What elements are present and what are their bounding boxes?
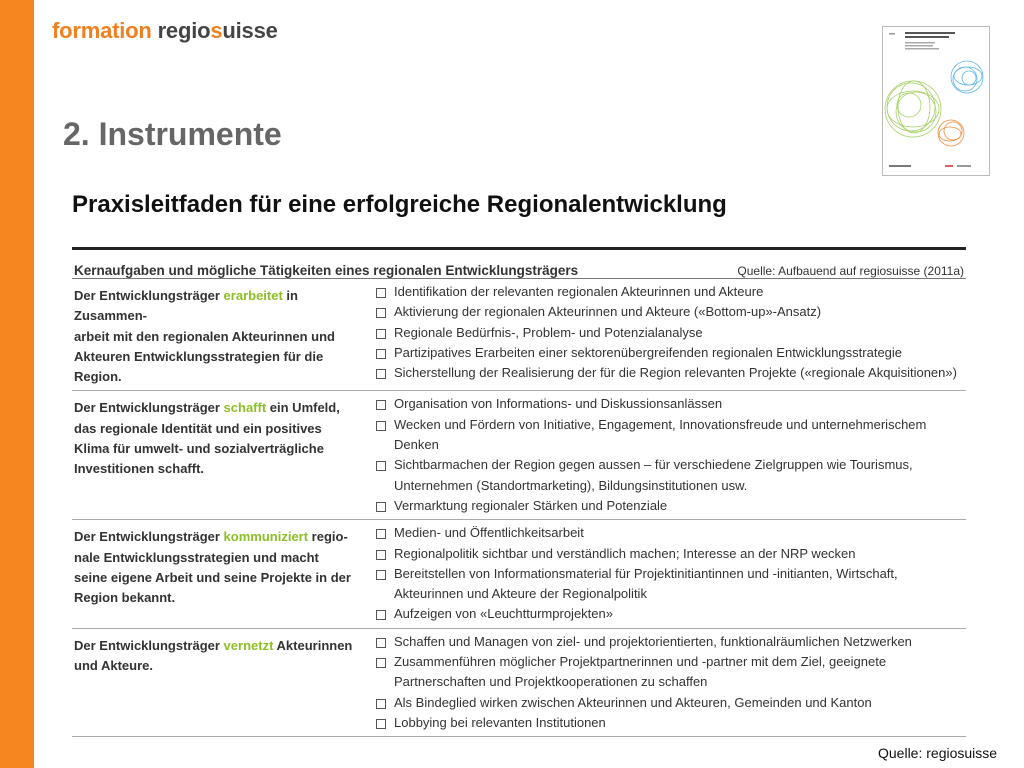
activity-item: [376, 632, 966, 652]
checkbox-square-icon: [376, 288, 386, 298]
checkbox-square-icon: [376, 529, 386, 539]
activity-text: Medien- und Öffentlichkeitsarbeit: [394, 525, 584, 541]
checkbox-square-icon: [376, 570, 386, 580]
activity-item: [376, 523, 966, 543]
row-text-post: Akteurinnen und Akteure.: [74, 637, 353, 674]
activity-text: Regionalpolitik sichtbar und verständlich machen; Interesse an der NRP wecken: [394, 545, 856, 561]
table-body: [72, 279, 966, 737]
activity-text: Sicherstellung der Realisierung der für die Region relevanten Projekte («regionale Akquisitionen»): [394, 365, 957, 381]
row-description: [72, 632, 372, 733]
table-row: [72, 520, 966, 628]
activity-item: [376, 415, 966, 456]
document-cover-thumbnail: [882, 26, 990, 176]
tasks-table: [72, 247, 966, 737]
row-activities: [372, 632, 966, 733]
activity-text: Lobbying bei relevanten Institutionen: [394, 714, 606, 730]
row-description: [72, 523, 372, 624]
checkbox-square-icon: [376, 400, 386, 410]
activity-item: [376, 302, 966, 322]
checkbox-square-icon: [376, 349, 386, 359]
activity-item: [376, 652, 966, 693]
activity-text: Vermarktung regionaler Stärken und Potenziale: [394, 497, 668, 513]
slide-title: 2. Instrumente: [63, 116, 282, 152]
checkbox-square-icon: [376, 699, 386, 709]
activity-item: [376, 693, 966, 713]
table-header: [72, 250, 966, 279]
row-text-post: regio- nale Entwicklungsstrategien und macht seine eigene Arbeit und seine Projekte in der Region bekannt.: [74, 529, 351, 606]
footer-source: Quelle: regiosuisse: [878, 745, 998, 761]
checkbox-square-icon: [376, 638, 386, 648]
activity-text: Sichtbarmachen der Region gegen aussen – für verschiedene Zielgruppen wie Tourismus, Unternehmen (Standortmarketing), Bildungsinstitutionen usw.: [394, 457, 913, 493]
activity-text: Identifikation der relevanten regionalen Akteurinnen und Akteure: [394, 284, 764, 299]
activity-item: [376, 455, 966, 496]
checkbox-square-icon: [376, 369, 386, 379]
checkbox-square-icon: [376, 550, 386, 560]
checkbox-square-icon: [376, 308, 386, 318]
activity-item: [376, 713, 966, 733]
row-activities: [372, 394, 966, 516]
table-row: [72, 279, 966, 391]
activity-item: [376, 343, 966, 363]
checkbox-square-icon: [376, 421, 386, 431]
checkbox-square-icon: [376, 461, 386, 471]
row-keyword: vernetzt: [223, 637, 274, 653]
checkbox-square-icon: [376, 329, 386, 339]
row-keyword: kommuniziert: [223, 529, 309, 545]
row-text-pre: Der Entwicklungsträger: [74, 637, 224, 653]
formation-regiosuisse-logo: formation regiosuisse: [52, 18, 278, 43]
activity-text: Zusammenführen möglicher Projektpartnerinnen und -partner mit dem Ziel, geeignete Partnerschaften und Projektkooperationen zu schaffen: [394, 654, 887, 690]
activity-item: [376, 323, 966, 343]
row-activities: [372, 282, 966, 387]
row-text-pre: Der Entwicklungsträger: [74, 400, 224, 416]
activity-item: [376, 544, 966, 564]
activity-item: [376, 363, 966, 383]
row-text-pre: Der Entwicklungsträger: [74, 529, 224, 545]
activity-item: [376, 496, 966, 516]
activity-text: Als Bindeglied wirken zwischen Akteurinnen und Akteuren, Gemeinden und Kanton: [394, 694, 872, 710]
checkbox-square-icon: [376, 610, 386, 620]
activity-item: [376, 604, 966, 624]
activity-item: [376, 394, 966, 414]
activity-text: Bereitstellen von Informationsmaterial für Projektinitiantinnen und -initianten, Wirtschaft, Akteurinnen und Akteure der Regionalpolitik: [394, 565, 898, 602]
checkbox-square-icon: [376, 719, 386, 729]
row-keyword: erarbeitet: [223, 288, 283, 303]
row-description: [72, 394, 372, 516]
activity-text: Aufzeigen von «Leuchtturmprojekten»: [394, 606, 613, 622]
table-source: Quelle: Aufbauend auf regiosuisse (2011a): [737, 264, 964, 278]
activity-item: [376, 564, 966, 605]
slide-subtitle: Praxisleitfaden für eine erfolgreiche Regionalentwicklung: [72, 191, 727, 218]
checkbox-square-icon: [376, 502, 386, 512]
row-keyword: schafft: [223, 400, 267, 416]
checkbox-square-icon: [376, 658, 386, 668]
row-activities: [372, 523, 966, 624]
activity-text: Aktivierung der regionalen Akteurinnen und Akteure («Bottom-up»-Ansatz): [394, 304, 822, 320]
table-row: [72, 629, 966, 737]
row-text-post: ein Umfeld, das regionale Identität und ein positives Klima für umwelt- und sozialverträgliche Investitionen schafft.: [74, 400, 340, 477]
activity-text: Partizipatives Erarbeiten einer sektorenübergreifenden regionalen Entwicklungsstrategie: [394, 344, 903, 360]
row-text-pre: Der Entwicklungsträger: [74, 288, 224, 303]
table-heading: Kernaufgaben und mögliche Tätigkeiten eines regionalen Entwicklungsträgers: [74, 263, 579, 278]
activity-text: Regionale Bedürfnis-, Problem- und Potenzialanalyse: [394, 324, 703, 340]
activity-text: Organisation von Informations- und Diskussionsanlässen: [394, 396, 723, 412]
table-row: [72, 391, 966, 520]
orange-side-bar: [0, 0, 34, 768]
activity-item: [376, 282, 966, 302]
activity-text: Schaffen und Managen von ziel- und projektorientierten, funktionalräumlichen Netzwerken: [394, 633, 912, 649]
activity-text: Wecken und Fördern von Initiative, Engagement, Innovationsfreude und unternehmerischem Denken: [394, 416, 927, 453]
row-text-post: in Zusammen- arbeit mit den regionalen Akteurinnen und Akteuren Entwicklungsstrategien für die Region.: [74, 288, 335, 385]
row-description: [72, 282, 372, 387]
